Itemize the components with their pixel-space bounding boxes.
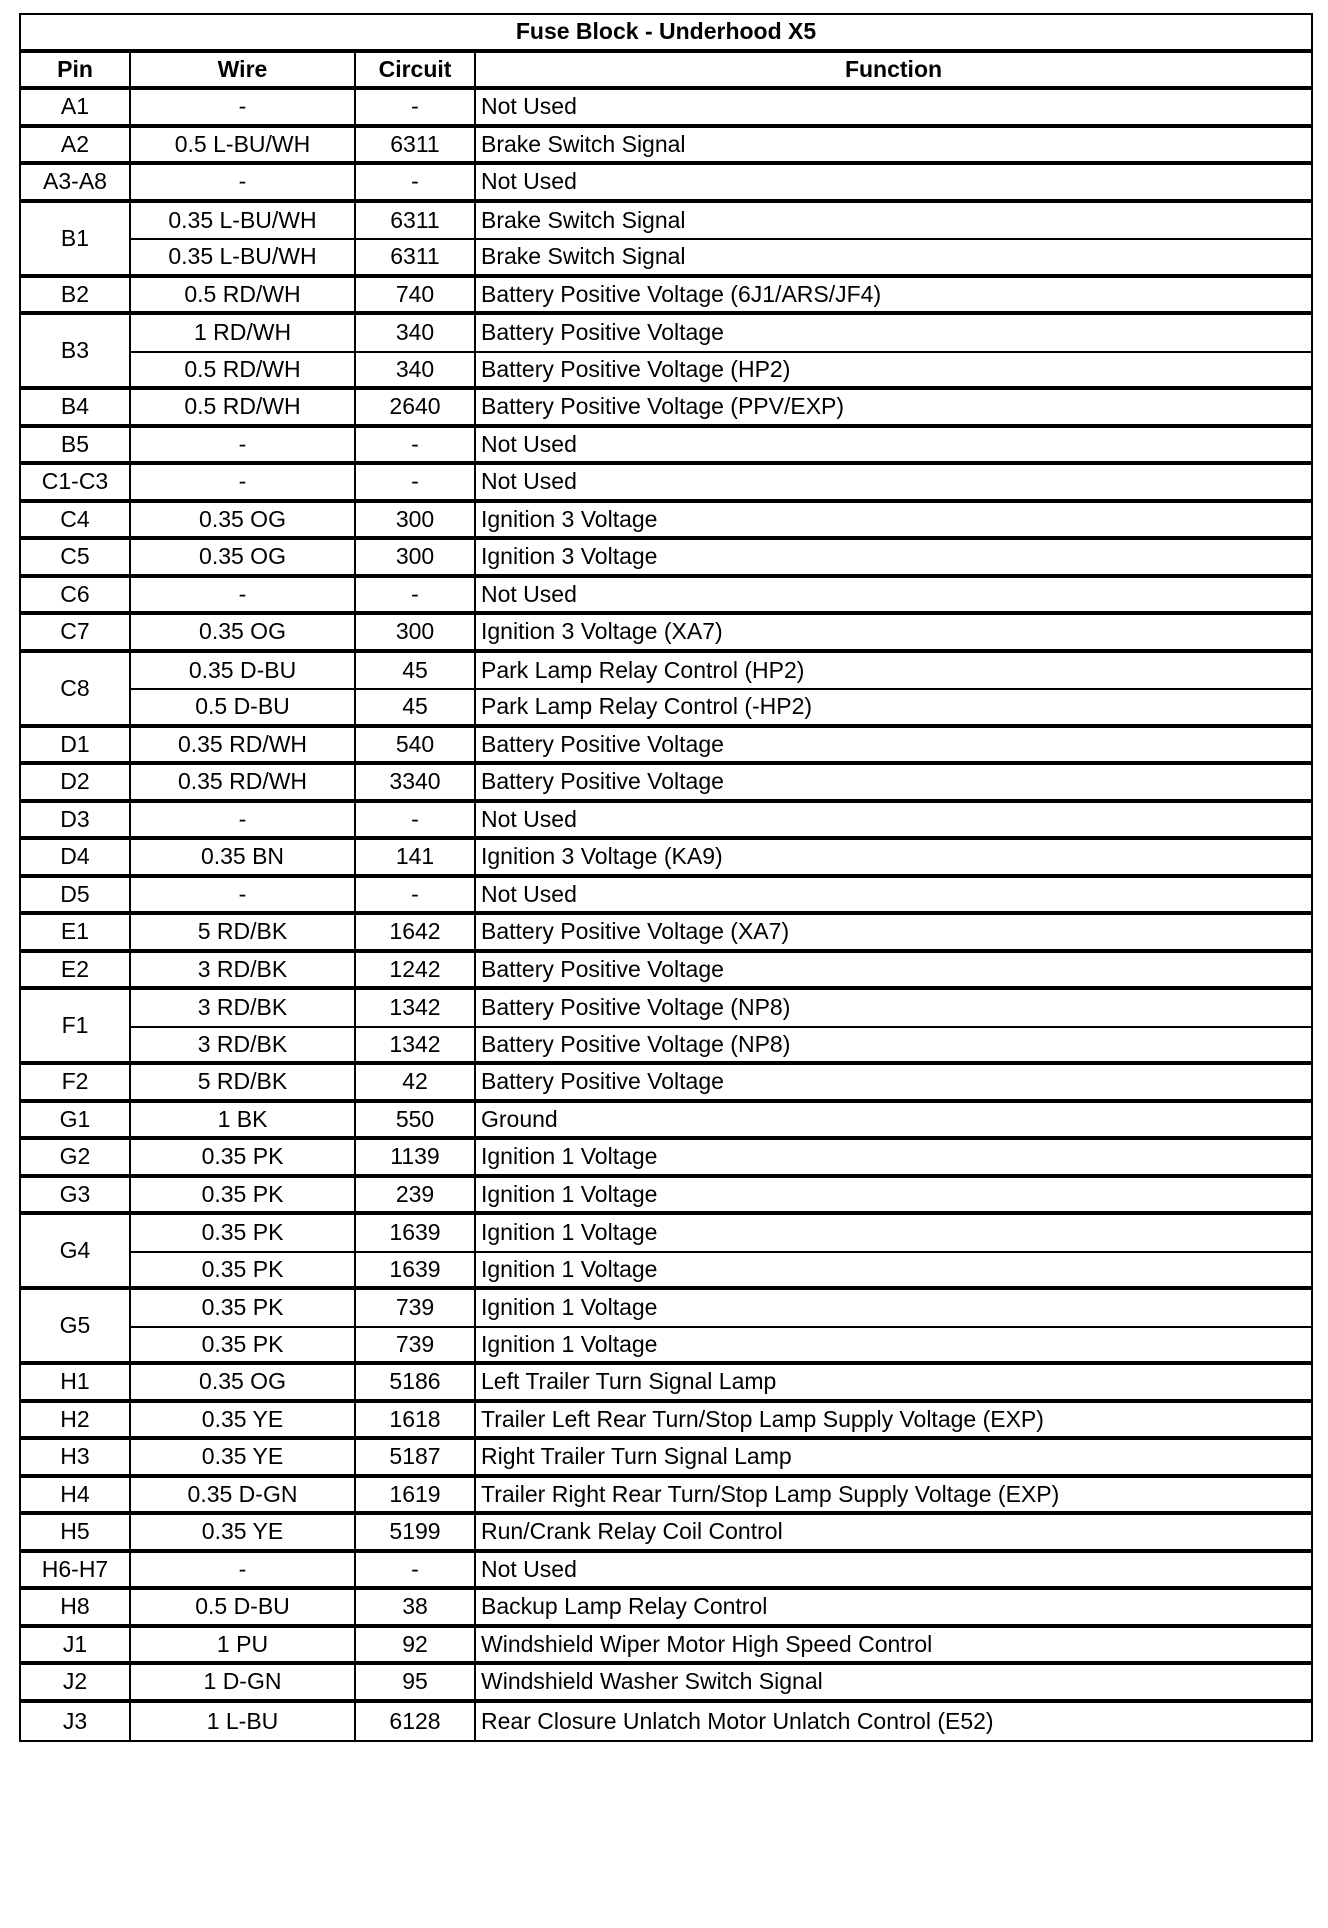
- circuit-cell: 1242: [356, 953, 476, 991]
- circuit-cell: 540: [356, 728, 476, 766]
- pin-cell: H5: [21, 1515, 131, 1553]
- pin-cell: C5: [21, 540, 131, 578]
- pin-cell: H2: [21, 1403, 131, 1441]
- pin-cell: J1: [21, 1628, 131, 1666]
- wire-cell: 3 RD/BK: [131, 953, 356, 991]
- pin-cell: A1: [21, 90, 131, 128]
- circuit-cell: -: [356, 878, 476, 916]
- circuit-cell: 300: [356, 503, 476, 541]
- pin-cell: C6: [21, 578, 131, 616]
- table-row: [21, 428, 1311, 466]
- function-cell: Battery Positive Voltage: [476, 765, 1311, 803]
- wire-cell: 0.5 D-BU: [131, 690, 356, 728]
- table-row: [21, 390, 1311, 428]
- table-row: [21, 878, 1311, 916]
- circuit-cell: 6311: [356, 128, 476, 166]
- table-row: [21, 1590, 1311, 1628]
- circuit-cell: 1642: [356, 915, 476, 953]
- circuit-cell: -: [356, 578, 476, 616]
- wire-cell: -: [131, 578, 356, 616]
- table-row: [21, 540, 1311, 578]
- circuit-cell: 1342: [356, 1028, 476, 1066]
- function-cell: Ignition 1 Voltage: [476, 1290, 1311, 1328]
- wire-cell: 0.5 RD/WH: [131, 353, 356, 391]
- function-cell: Battery Positive Voltage (PPV/EXP): [476, 390, 1311, 428]
- circuit-cell: 300: [356, 540, 476, 578]
- table-row: [21, 1328, 1311, 1366]
- pin-cell: G4: [21, 1215, 131, 1290]
- wire-cell: 0.35 RD/WH: [131, 728, 356, 766]
- wire-cell: -: [131, 878, 356, 916]
- function-cell: Not Used: [476, 465, 1311, 503]
- table-row: [21, 203, 1311, 241]
- table-row: [21, 1440, 1311, 1478]
- wire-cell: 0.35 D-BU: [131, 653, 356, 691]
- pin-cell: D3: [21, 803, 131, 841]
- function-cell: Windshield Washer Switch Signal: [476, 1665, 1311, 1703]
- function-cell: Battery Positive Voltage (HP2): [476, 353, 1311, 391]
- function-cell: Brake Switch Signal: [476, 128, 1311, 166]
- circuit-cell: 1139: [356, 1140, 476, 1178]
- wire-cell: -: [131, 428, 356, 466]
- wire-cell: 0.35 PK: [131, 1290, 356, 1328]
- wire-cell: 0.35 PK: [131, 1328, 356, 1366]
- pin-cell: G3: [21, 1178, 131, 1216]
- wire-cell: 1 PU: [131, 1628, 356, 1666]
- pin-cell: J2: [21, 1665, 131, 1703]
- table-row: [21, 728, 1311, 766]
- function-cell: Right Trailer Turn Signal Lamp: [476, 1440, 1311, 1478]
- pin-cell: C7: [21, 615, 131, 653]
- function-cell: Battery Positive Voltage (XA7): [476, 915, 1311, 953]
- function-cell: Ignition 1 Voltage: [476, 1253, 1311, 1291]
- table-row: [21, 1028, 1311, 1066]
- function-cell: Ground: [476, 1103, 1311, 1141]
- table-row: [21, 278, 1311, 316]
- function-cell: Not Used: [476, 165, 1311, 203]
- pin-cell: D5: [21, 878, 131, 916]
- pin-cell: G5: [21, 1290, 131, 1365]
- circuit-cell: 1639: [356, 1253, 476, 1291]
- wire-cell: 0.35 OG: [131, 1365, 356, 1403]
- pin-cell: A3-A8: [21, 165, 131, 203]
- table-row: [21, 615, 1311, 653]
- circuit-cell: 6128: [356, 1703, 476, 1741]
- pin-cell: C4: [21, 503, 131, 541]
- pin-cell: C8: [21, 653, 131, 728]
- table-row: [21, 1103, 1311, 1141]
- circuit-cell: 300: [356, 615, 476, 653]
- table-row: [21, 1703, 1311, 1741]
- table-row: [21, 653, 1311, 691]
- circuit-cell: 3340: [356, 765, 476, 803]
- wire-cell: 0.5 RD/WH: [131, 390, 356, 428]
- circuit-cell: 739: [356, 1290, 476, 1328]
- table-row: [21, 1065, 1311, 1103]
- wire-cell: 1 BK: [131, 1103, 356, 1141]
- wire-cell: 0.35 PK: [131, 1215, 356, 1253]
- table-row: [21, 465, 1311, 503]
- pin-cell: B4: [21, 390, 131, 428]
- circuit-cell: -: [356, 428, 476, 466]
- pin-cell: D4: [21, 840, 131, 878]
- function-cell: Brake Switch Signal: [476, 203, 1311, 241]
- wire-cell: 0.35 YE: [131, 1515, 356, 1553]
- function-cell: Windshield Wiper Motor High Speed Control: [476, 1628, 1311, 1666]
- table-row: [21, 990, 1311, 1028]
- wire-cell: 0.35 RD/WH: [131, 765, 356, 803]
- wire-cell: 1 D-GN: [131, 1665, 356, 1703]
- circuit-cell: -: [356, 803, 476, 841]
- function-cell: Not Used: [476, 428, 1311, 466]
- function-cell: Not Used: [476, 578, 1311, 616]
- table-row: [21, 90, 1311, 128]
- wire-cell: 3 RD/BK: [131, 990, 356, 1028]
- pin-cell: B3: [21, 315, 131, 390]
- circuit-cell: 141: [356, 840, 476, 878]
- table-row: [21, 840, 1311, 878]
- table-row: [21, 1365, 1311, 1403]
- pin-cell: D2: [21, 765, 131, 803]
- function-cell: Park Lamp Relay Control (HP2): [476, 653, 1311, 691]
- table-row: [21, 353, 1311, 391]
- function-cell: Battery Positive Voltage (NP8): [476, 1028, 1311, 1066]
- wire-cell: 0.35 PK: [131, 1140, 356, 1178]
- function-cell: Park Lamp Relay Control (-HP2): [476, 690, 1311, 728]
- function-cell: Ignition 1 Voltage: [476, 1328, 1311, 1366]
- function-cell: Ignition 1 Voltage: [476, 1178, 1311, 1216]
- function-cell: Trailer Right Rear Turn/Stop Lamp Supply Voltage (EXP): [476, 1478, 1311, 1516]
- function-cell: Not Used: [476, 878, 1311, 916]
- table-row: [21, 1515, 1311, 1553]
- table-row: [21, 803, 1311, 841]
- pin-cell: E2: [21, 953, 131, 991]
- circuit-cell: 740: [356, 278, 476, 316]
- circuit-cell: 2640: [356, 390, 476, 428]
- function-cell: Rear Closure Unlatch Motor Unlatch Control (E52): [481, 1707, 994, 1734]
- wire-cell: 0.35 L-BU/WH: [131, 240, 356, 278]
- pin-cell: A2: [21, 128, 131, 166]
- wire-cell: 0.35 L-BU/WH: [131, 203, 356, 241]
- table-row: [21, 128, 1311, 166]
- pin-cell: G1: [21, 1103, 131, 1141]
- circuit-cell: -: [356, 90, 476, 128]
- circuit-cell: 1342: [356, 990, 476, 1028]
- wire-cell: 1 RD/WH: [131, 315, 356, 353]
- circuit-cell: -: [356, 1553, 476, 1591]
- wire-cell: 1 L-BU: [131, 1703, 356, 1741]
- pin-cell: E1: [21, 915, 131, 953]
- pin-cell: H8: [21, 1590, 131, 1628]
- wire-cell: 0.35 OG: [131, 615, 356, 653]
- function-cell: Left Trailer Turn Signal Lamp: [476, 1365, 1311, 1403]
- pin-cell: B5: [21, 428, 131, 466]
- wire-cell: -: [131, 803, 356, 841]
- table-row: [21, 1215, 1311, 1253]
- table-row: [21, 765, 1311, 803]
- pin-cell: G2: [21, 1140, 131, 1178]
- header-wire: Wire: [131, 53, 356, 91]
- header-circuit: Circuit: [356, 53, 476, 91]
- wire-cell: 0.35 OG: [131, 540, 356, 578]
- circuit-cell: 6311: [356, 203, 476, 241]
- circuit-cell: 340: [356, 353, 476, 391]
- function-cell: Ignition 3 Voltage: [476, 503, 1311, 541]
- function-cell: Not Used: [476, 1553, 1311, 1591]
- pin-cell: H4: [21, 1478, 131, 1516]
- wire-cell: 0.35 D-GN: [131, 1478, 356, 1516]
- table-title: Fuse Block - Underhood X5: [21, 15, 1311, 53]
- function-cell: Ignition 1 Voltage: [476, 1215, 1311, 1253]
- table-row: [21, 1290, 1311, 1328]
- function-cell: Run/Crank Relay Coil Control: [476, 1515, 1311, 1553]
- circuit-cell: 1639: [356, 1215, 476, 1253]
- table-row: [21, 690, 1311, 728]
- pin-cell: C1-C3: [21, 465, 131, 503]
- pin-cell: B2: [21, 278, 131, 316]
- circuit-cell: -: [356, 465, 476, 503]
- circuit-cell: 239: [356, 1178, 476, 1216]
- circuit-cell: 1618: [356, 1403, 476, 1441]
- circuit-cell: 92: [356, 1628, 476, 1666]
- table-row: [21, 165, 1311, 203]
- wire-cell: 5 RD/BK: [131, 915, 356, 953]
- wire-cell: -: [131, 90, 356, 128]
- wire-cell: 0.35 YE: [131, 1403, 356, 1441]
- table-row: [21, 1665, 1311, 1703]
- circuit-cell: 5187: [356, 1440, 476, 1478]
- wire-cell: 0.35 PK: [131, 1253, 356, 1291]
- table-row: [21, 1253, 1311, 1291]
- circuit-cell: 42: [356, 1065, 476, 1103]
- function-cell: Backup Lamp Relay Control: [476, 1590, 1311, 1628]
- fuse-block-table: [19, 13, 1313, 1742]
- table-row: [21, 1403, 1311, 1441]
- header-function: Function: [476, 53, 1311, 91]
- wire-cell: -: [131, 165, 356, 203]
- function-cell: Ignition 3 Voltage (XA7): [476, 615, 1311, 653]
- table-row: [21, 1140, 1311, 1178]
- table-row: [21, 1628, 1311, 1666]
- circuit-cell: 95: [356, 1665, 476, 1703]
- function-cell: Battery Positive Voltage (NP8): [476, 990, 1311, 1028]
- function-cell: Not Used: [476, 90, 1311, 128]
- circuit-cell: -: [356, 165, 476, 203]
- table-row: [21, 503, 1311, 541]
- function-cell: Ignition 3 Voltage: [476, 540, 1311, 578]
- circuit-cell: 5199: [356, 1515, 476, 1553]
- circuit-cell: 38: [356, 1590, 476, 1628]
- pin-cell: F2: [21, 1065, 131, 1103]
- function-cell: Battery Positive Voltage: [476, 953, 1311, 991]
- table-row: [21, 915, 1311, 953]
- circuit-cell: 1619: [356, 1478, 476, 1516]
- wire-cell: 0.35 YE: [131, 1440, 356, 1478]
- pin-cell: H6-H7: [21, 1553, 131, 1591]
- wire-cell: 0.5 D-BU: [131, 1590, 356, 1628]
- wire-cell: 3 RD/BK: [131, 1028, 356, 1066]
- function-cell: Battery Positive Voltage (6J1/ARS/JF4): [476, 278, 1311, 316]
- table-row: [21, 1553, 1311, 1591]
- function-cell: Ignition 3 Voltage (KA9): [476, 840, 1311, 878]
- wire-cell: -: [131, 465, 356, 503]
- pin-cell: J3: [21, 1703, 131, 1741]
- wire-cell: 0.35 BN: [131, 840, 356, 878]
- circuit-cell: 5186: [356, 1365, 476, 1403]
- circuit-cell: 6311: [356, 240, 476, 278]
- pin-cell: F1: [21, 990, 131, 1065]
- table-body: [21, 90, 1311, 1740]
- function-cell: Battery Positive Voltage: [476, 1065, 1311, 1103]
- pin-cell: H1: [21, 1365, 131, 1403]
- table-row: [21, 578, 1311, 616]
- circuit-cell: 340: [356, 315, 476, 353]
- function-cell: Not Used: [476, 803, 1311, 841]
- function-cell: Battery Positive Voltage: [476, 728, 1311, 766]
- wire-cell: -: [131, 1553, 356, 1591]
- circuit-cell: 550: [356, 1103, 476, 1141]
- circuit-cell: 45: [356, 690, 476, 728]
- table-row: [21, 240, 1311, 278]
- table-row: [21, 1178, 1311, 1216]
- pin-cell: B1: [21, 203, 131, 278]
- table-row: [21, 1478, 1311, 1516]
- wire-cell: 0.5 L-BU/WH: [131, 128, 356, 166]
- pin-cell: H3: [21, 1440, 131, 1478]
- table-row: [21, 953, 1311, 991]
- header-pin: Pin: [21, 53, 131, 91]
- function-cell: Trailer Left Rear Turn/Stop Lamp Supply Voltage (EXP): [476, 1403, 1311, 1441]
- wire-cell: 0.35 PK: [131, 1178, 356, 1216]
- circuit-cell: 739: [356, 1328, 476, 1366]
- table-row: [21, 315, 1311, 353]
- function-cell: Battery Positive Voltage: [476, 315, 1311, 353]
- function-cell: Ignition 1 Voltage: [476, 1140, 1311, 1178]
- pin-cell: D1: [21, 728, 131, 766]
- wire-cell: 0.35 OG: [131, 503, 356, 541]
- circuit-cell: 45: [356, 653, 476, 691]
- wire-cell: 5 RD/BK: [131, 1065, 356, 1103]
- function-cell: Brake Switch Signal: [476, 240, 1311, 278]
- wire-cell: 0.5 RD/WH: [131, 278, 356, 316]
